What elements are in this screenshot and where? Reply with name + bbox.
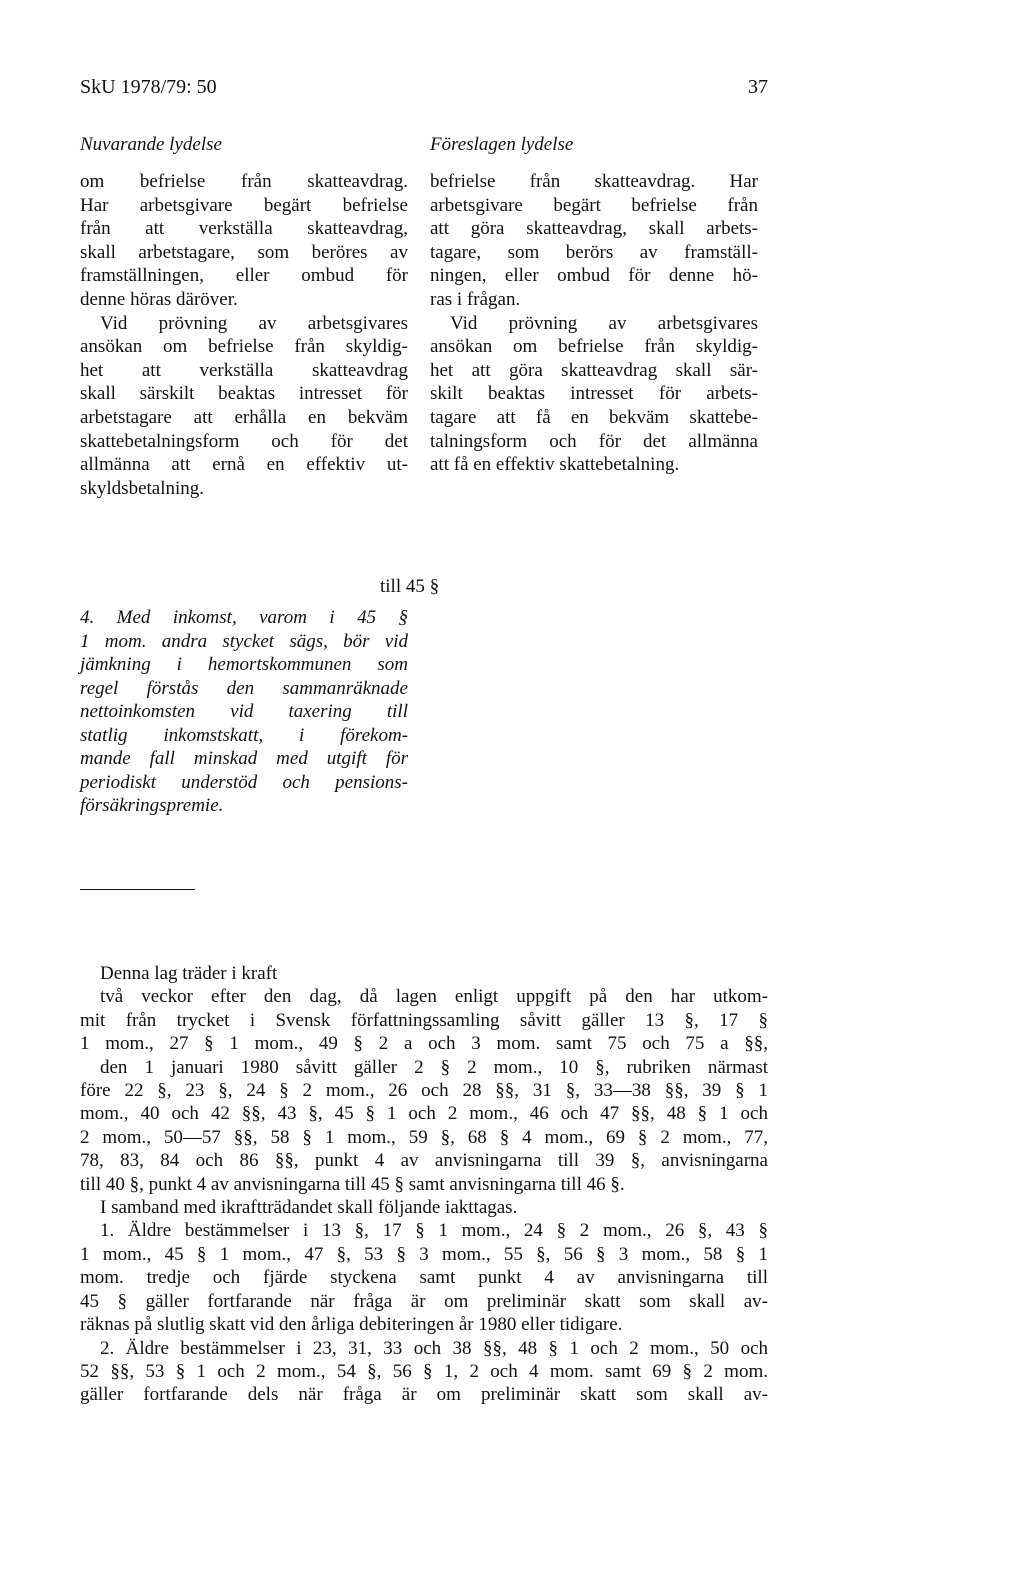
proposed-wording-heading: Föreslagen lydelse xyxy=(430,134,574,155)
proposed-wording-line: tagare att få en bekväm skattebe- xyxy=(430,406,758,428)
current-wording-line: skyldsbetalning. xyxy=(80,477,205,499)
transitional-line: till 40 §, punkt 4 av anvisningarna till 45 § samt anvisningarna till 46 §. xyxy=(80,1173,625,1195)
current-wording-line: ansökan om befrielse från skyldig- xyxy=(80,336,408,358)
separator-rule xyxy=(80,889,195,890)
transitional-line: gäller fortfarande dels när fråga är om preliminär skatt som skall av- xyxy=(80,1384,768,1406)
transitional-provisions xyxy=(80,962,768,1407)
proposed-wording-line: Vid prövning av arbetsgivares xyxy=(450,312,758,334)
current-wording-line: skattebetalningsform och för det xyxy=(80,430,408,452)
current-wording-line: Vid prövning av arbetsgivares xyxy=(100,312,408,334)
current-wording-line: framställningen, eller ombud för xyxy=(80,265,408,287)
current-wording-line: het att verkställa skatteavdrag xyxy=(80,359,408,381)
proposed-wording-line: tagare, som berörs av framställ- xyxy=(430,241,758,263)
page-number: 37 xyxy=(748,76,768,98)
income-paragraph-line: nettoinkomsten vid taxering till xyxy=(80,701,408,722)
current-wording-line: Har arbetsgivare begärt befrielse xyxy=(80,194,408,216)
proposed-wording-column xyxy=(430,170,758,477)
income-paragraph-line: periodiskt understöd och pensions- xyxy=(80,771,408,793)
transitional-line: mit från trycket i Svensk författningssamling såvitt gäller 13 §, 17 § xyxy=(80,1009,768,1031)
current-wording-line: arbetstagare att erhålla en bekväm xyxy=(80,406,408,428)
current-wording-line: denne höras däröver. xyxy=(80,288,238,310)
income-paragraph-line: jämkning i hemortskommunen som xyxy=(80,654,408,675)
current-wording-line: om befrielse från skatteavdrag. xyxy=(80,171,408,192)
proposed-wording-line: ningen, eller ombud för denne hö- xyxy=(430,265,758,287)
proposed-wording-line: att göra skatteavdrag, skall arbets- xyxy=(430,218,758,240)
transitional-line: mom., 40 och 42 §§, 43 §, 45 § 1 och 2 mom., 46 och 47 §§, 48 § 1 och xyxy=(80,1103,768,1125)
proposed-wording-line: befrielse från skatteavdrag. Har xyxy=(430,171,758,192)
section-reference: till 45 § xyxy=(380,576,440,597)
income-paragraph xyxy=(80,606,408,818)
transitional-line: 1 mom., 27 § 1 mom., 49 § 2 a och 3 mom. samt 75 och 75 a §§, xyxy=(80,1033,768,1055)
transitional-line: 52 §§, 53 § 1 och 2 mom., 54 §, 56 § 1, 2 och 4 mom. samt 69 § 2 mom. xyxy=(80,1360,768,1382)
current-wording-column xyxy=(80,170,408,500)
transitional-line: 45 § gäller fortfarande när fråga är om preliminär skatt som skall av- xyxy=(80,1290,768,1312)
transitional-line: 2 mom., 50—57 §§, 58 § 1 mom., 59 §, 68 § 4 mom., 69 § 2 mom., 77, xyxy=(80,1126,768,1148)
proposed-wording-line: ansökan om befrielse från skyldig- xyxy=(430,336,758,358)
document-reference: SkU 1978/79: 50 xyxy=(80,76,217,98)
transitional-text xyxy=(80,985,768,1406)
transitional-line: mom. tredje och fjärde styckena samt punkt 4 av anvisningarna till xyxy=(80,1267,768,1289)
income-paragraph-line: 4. Med inkomst, varom i 45 § xyxy=(80,607,408,628)
proposed-wording-line: arbetsgivare begärt befrielse från xyxy=(430,194,758,216)
income-paragraph-line: försäkringspremie. xyxy=(80,795,224,816)
income-paragraph-line: 1 mom. andra stycket sägs, bör vid xyxy=(80,630,408,652)
transitional-line: 1 mom., 45 § 1 mom., 47 §, 53 § 3 mom., 55 §, 56 § 3 mom., 58 § 1 xyxy=(80,1243,768,1265)
transitional-line: 1. Äldre bestämmelser i 13 §, 17 § 1 mom., 24 § 2 mom., 26 §, 43 § xyxy=(100,1220,768,1242)
transitional-line: 78, 83, 84 och 86 §§, punkt 4 av anvisningarna till 39 §, anvisningarna xyxy=(80,1150,768,1172)
proposed-wording-line: att få en effektiv skattebetalning. xyxy=(430,454,680,476)
transitional-line: den 1 januari 1980 såvitt gäller 2 § 2 mom., 10 §, rubriken närmast xyxy=(100,1056,768,1078)
transitional-line: före 22 §, 23 §, 24 § 2 mom., 26 och 28 §§, 31 §, 33—38 §§, 39 § 1 xyxy=(80,1080,768,1102)
proposed-wording-line: het att göra skatteavdrag skall sär- xyxy=(430,359,758,381)
income-paragraph-line: mande fall minskad med utgift för xyxy=(80,748,408,769)
income-paragraph-line: regel förstås den sammanräknade xyxy=(80,677,408,699)
transitional-line: räknas på slutlig skatt vid den årliga debiteringen år 1980 eller tidigare. xyxy=(80,1314,623,1336)
entry-into-force-heading: Denna lag träder i kraft xyxy=(100,963,278,984)
transitional-line: 2. Äldre bestämmelser i 23, 31, 33 och 38 §§, 48 § 1 och 2 mom., 50 och xyxy=(100,1337,768,1359)
current-wording-line: skall arbetstagare, som beröres av xyxy=(80,241,408,263)
page-header xyxy=(80,76,768,100)
transitional-line: I samband med ikraftträdandet skall följande iakttagas. xyxy=(100,1197,518,1219)
income-paragraph-line: statlig inkomstskatt, i förekom- xyxy=(80,724,408,746)
current-wording-heading: Nuvarande lydelse xyxy=(80,134,222,155)
current-wording-line: allmänna att ernå en effektiv ut- xyxy=(80,454,408,476)
proposed-wording-line: talningsform och för det allmänna xyxy=(430,430,758,452)
current-wording-line: skall särskilt beaktas intresset för xyxy=(80,383,408,405)
current-wording-line: från att verkställa skatteavdrag, xyxy=(80,218,408,240)
transitional-line: två veckor efter den dag, då lagen enligt uppgift på den har utkom- xyxy=(100,986,768,1008)
proposed-wording-line: skilt beaktas intresset för arbets- xyxy=(430,383,758,405)
proposed-wording-line: ras i frågan. xyxy=(430,288,521,310)
